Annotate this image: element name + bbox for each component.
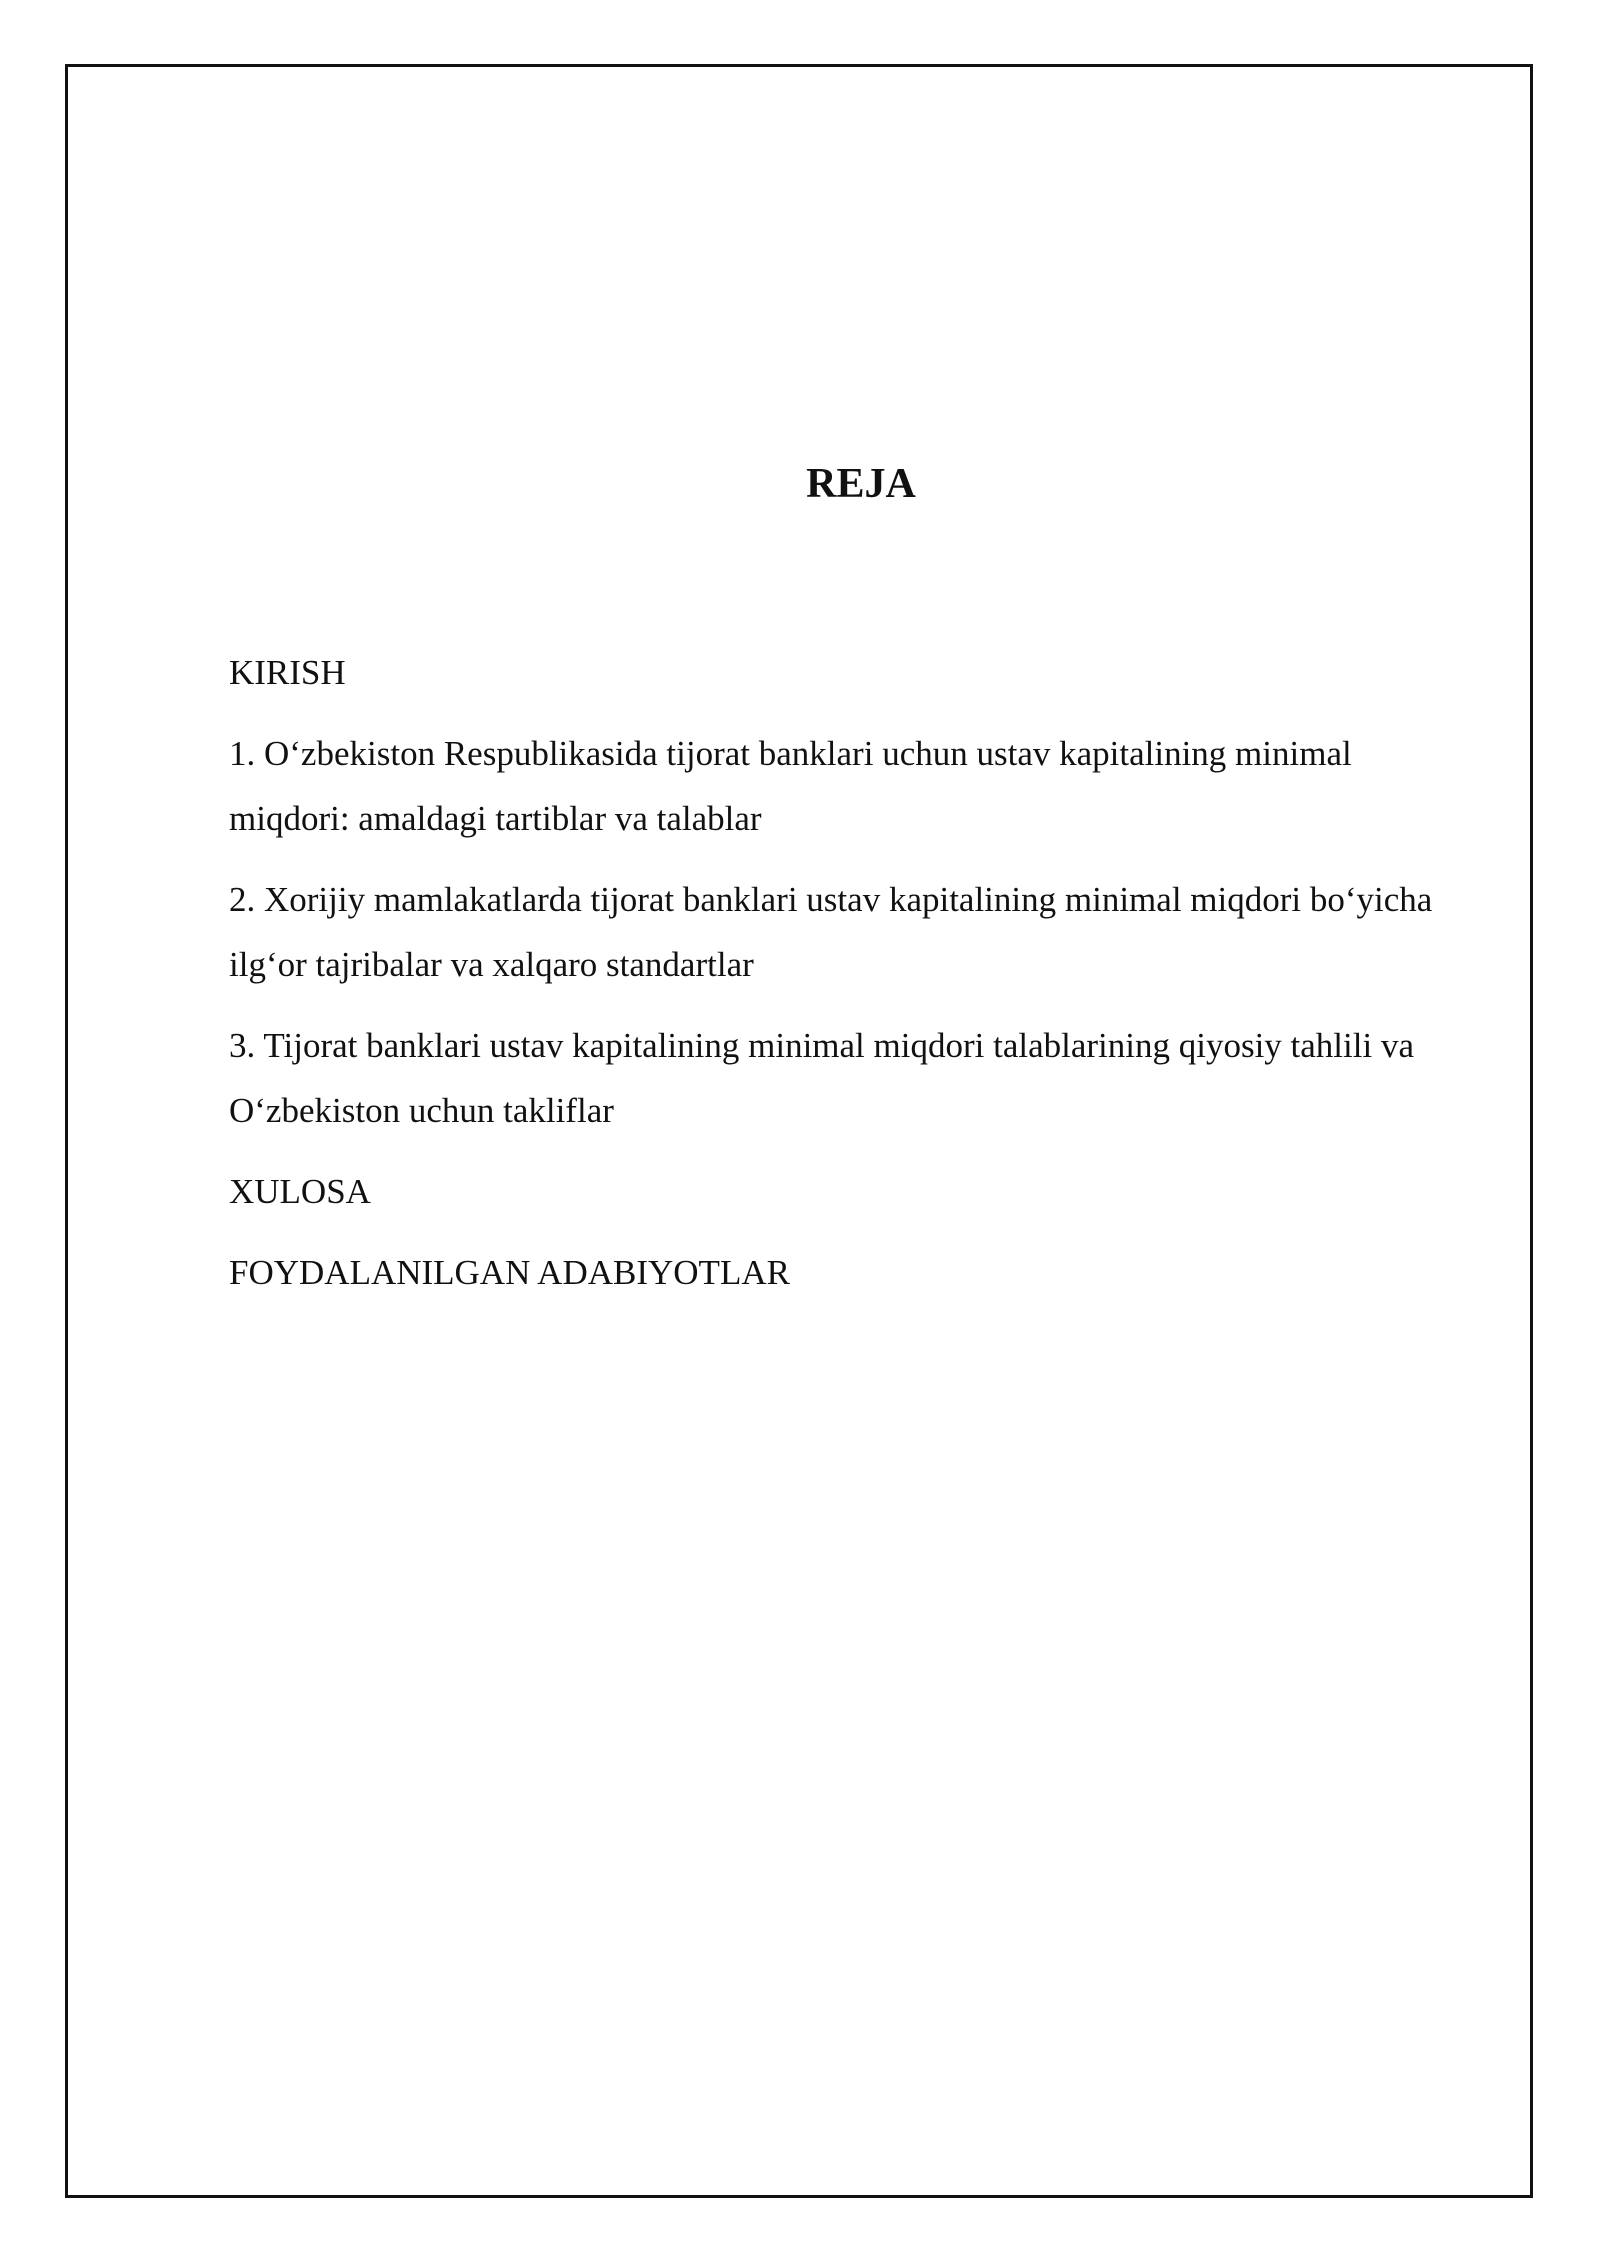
- toc-item-references: FOYDALANILGAN ADABIYOTLAR: [229, 1253, 790, 1292]
- toc-item-chapter-3: 3. Tijorat banklari ustav kapitalining minimal miqdori talablarining qiyosiy tahlili va O‘zbekiston uchun takliflar: [229, 1026, 1414, 1130]
- table-of-contents: [229, 640, 1479, 1321]
- toc-item-chapter-2: 2. Xorijiy mamlakatlarda tijorat banklari ustav kapitalining minimal miqdori bo‘yicha ilg‘or tajribalar va xalqaro standartlar: [229, 880, 1433, 984]
- toc-item-conclusion: XULOSA: [229, 1172, 371, 1211]
- page-title: REJA: [806, 461, 916, 507]
- toc-item-chapter-1: 1. O‘zbekiston Respublikasida tijorat banklari uchun ustav kapitalining minimal miqdori: amaldagi tartiblar va talablar: [229, 734, 1352, 838]
- toc-item-introduction: KIRISH: [229, 653, 346, 692]
